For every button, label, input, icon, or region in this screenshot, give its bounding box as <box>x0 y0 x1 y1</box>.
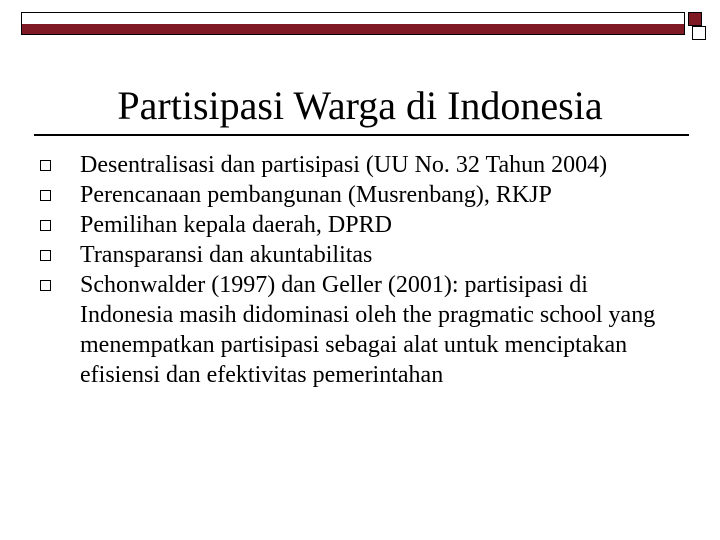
corner-decoration <box>688 12 708 42</box>
hollow-square-bullet-icon <box>40 190 51 201</box>
hollow-square-bullet-icon <box>40 160 51 171</box>
bullet-text: Desentralisasi dan partisipasi (UU No. 32 Tahun 2004) <box>80 152 608 178</box>
bullet-item <box>40 240 680 270</box>
header-decoration-bar <box>21 12 685 35</box>
header-accent-stripe <box>22 24 684 34</box>
hollow-square-bullet-icon <box>40 250 51 261</box>
hollow-square-bullet-icon <box>40 220 51 231</box>
title-divider <box>34 134 689 136</box>
bullet-item <box>40 180 680 210</box>
bullet-text: Schonwalder (1997) dan Geller (2001): partisipasi di Indonesia masih didominasi oleh the pragmatic school yang menempatkan partisipasi sebagai alat untuk menciptakan efisiensi dan efektivitas pemerintahan <box>80 272 656 388</box>
corner-square-red-icon <box>688 12 702 26</box>
bullet-list <box>40 150 680 390</box>
bullet-item <box>40 210 680 240</box>
bullet-item <box>40 270 680 390</box>
slide-title: Partisipasi Warga di Indonesia <box>117 83 603 128</box>
hollow-square-bullet-icon <box>40 280 51 291</box>
bullet-text: Perencanaan pembangunan (Musrenbang), RKJP <box>80 182 552 208</box>
corner-square-white-icon <box>692 26 706 40</box>
bullet-text: Pemilihan kepala daerah, DPRD <box>80 212 392 238</box>
bullet-item <box>40 150 680 180</box>
bullet-text: Transparansi dan akuntabilitas <box>80 242 373 268</box>
